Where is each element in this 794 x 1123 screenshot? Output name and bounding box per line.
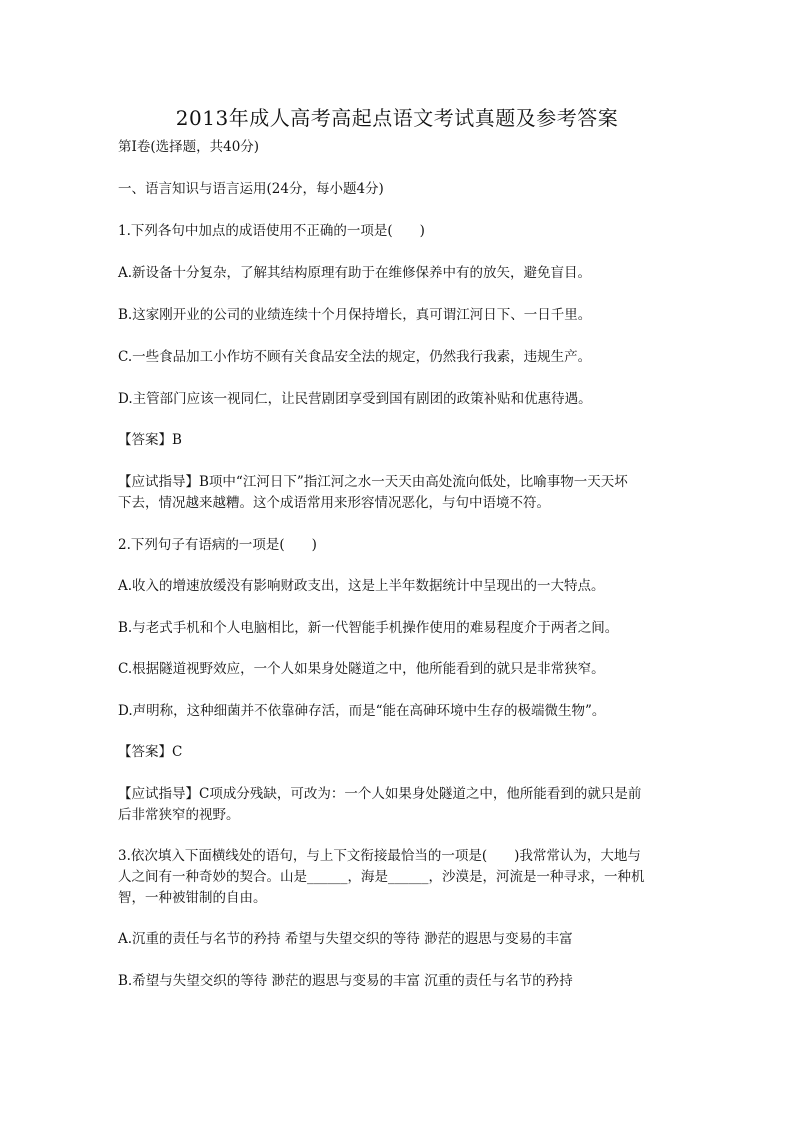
question-3-stem-line-2: 人之间有一种奇妙的契合。山是______，海是______，沙漠是，河流是一种寻求，一种机 bbox=[118, 869, 645, 885]
part-header: 一、语言知识与语言运用(24分，每小题4分) bbox=[118, 181, 384, 197]
question-2-guide-line-1: 【应试指导】C项成分残缺，可改为：一个人如果身处隧道之中，他所能看到的就只是前 bbox=[118, 786, 642, 802]
question-3-option-a: A.沉重的责任与名节的矜持 希望与失望交织的等待 渺茫的遐思与变易的丰富 bbox=[118, 931, 573, 947]
question-2-stem: 2.下列句子有语病的一项是( ) bbox=[118, 537, 317, 553]
question-3-stem-line-1: 3.依次填入下面横线处的语句，与上下文衔接最恰当的一项是( )我常常认为，大地与 bbox=[118, 848, 641, 864]
question-1-option-c: C.一些食品加工小作坊不顾有关食品安全法的规定，仍然我行我素，违规生产。 bbox=[118, 349, 592, 365]
question-1-option-d: D.主管部门应该一视同仁，让民营剧团享受到国有剧团的政策补贴和优惠待遇。 bbox=[118, 391, 592, 407]
question-2-option-c: C.根据隧道视野效应，一个人如果身处隧道之中，他所能看到的就只是非常狭窄。 bbox=[118, 661, 605, 677]
question-1-stem: 1.下列各句中加点的成语使用不正确的一项是( ) bbox=[118, 223, 425, 239]
document-title: 2013年成人高考高起点语文考试真题及参考答案 bbox=[175, 106, 619, 130]
question-2-option-d: D.声明称，这种细菌并不依靠砷存活，而是“能在高砷环境中生存的极端微生物”。 bbox=[118, 703, 606, 719]
question-2-answer: 【答案】C bbox=[118, 744, 183, 760]
question-2-option-b: B.与老式手机和个人电脑相比，新一代智能手机操作使用的难易程度介于两者之间。 bbox=[118, 620, 619, 636]
section-header: 第Ⅰ卷(选择题，共40分) bbox=[118, 139, 260, 155]
question-1-option-a: A.新设备十分复杂，了解其结构原理有助于在维修保养中有的放矢，避免盲目。 bbox=[118, 265, 592, 281]
question-2-option-a: A.收入的增速放缓没有影响财政支出，这是上半年数据统计中呈现出的一大特点。 bbox=[118, 578, 605, 594]
question-3-stem-line-3: 智，一种被钳制的自由。 bbox=[118, 890, 267, 906]
question-1-option-b: B.这家刚开业的公司的业绩连续十个月保持增长，真可谓江河日下、一日千里。 bbox=[118, 307, 592, 323]
question-1-guide-line-1: 【应试指导】B项中“江河日下”指江河之水一天天由高处流向低处，比喻事物一天天坏 bbox=[118, 474, 628, 490]
question-1-guide-line-2: 下去，情况越来越糟。这个成语常用来形容情况恶化，与句中语境不符。 bbox=[118, 495, 550, 511]
question-3-option-b: B.希望与失望交织的等待 渺茫的遐思与变易的丰富 沉重的责任与名节的矜持 bbox=[118, 973, 573, 989]
question-2-guide-line-2: 后非常狭窄的视野。 bbox=[118, 807, 240, 823]
question-1-answer: 【答案】B bbox=[118, 432, 182, 448]
